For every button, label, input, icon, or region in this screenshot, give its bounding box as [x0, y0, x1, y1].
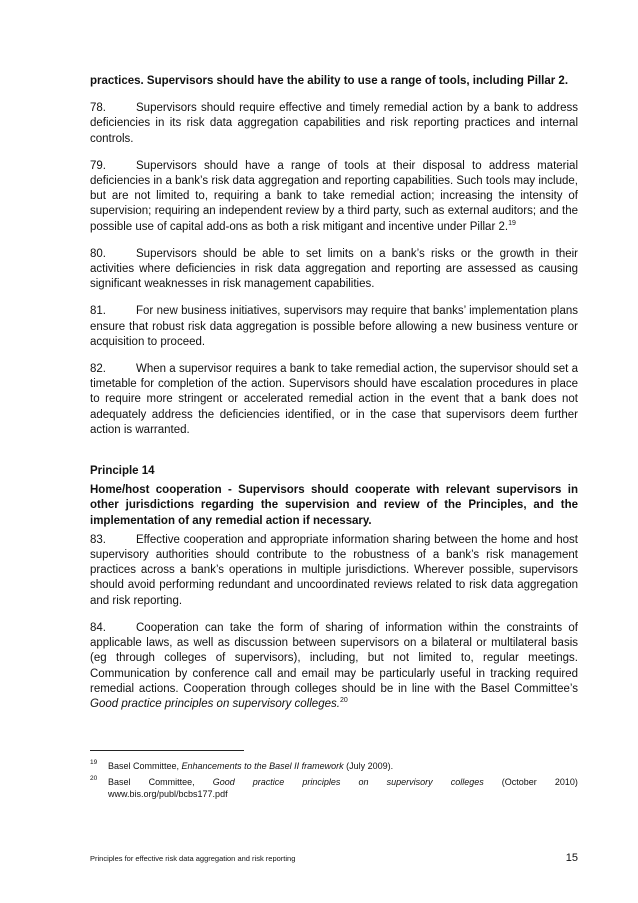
footnote-divider — [90, 750, 244, 751]
footnote-link[interactable]: www.bis.org/publ/bcbs177.pdf — [108, 789, 228, 799]
section-spacer — [90, 450, 578, 464]
principle-heading: Principle 14 — [90, 465, 155, 478]
paragraph-83 — [90, 533, 578, 609]
footnote-word: practice — [252, 777, 285, 787]
footnote-ref-20[interactable]: 20 — [339, 697, 348, 705]
paragraph-84 — [90, 621, 578, 712]
footnote-word: Basel — [108, 777, 131, 787]
paragraph-number: 80. — [90, 247, 106, 260]
footnote-number: 20 — [90, 775, 98, 782]
page-footer — [90, 852, 578, 864]
footnote-ref-19[interactable]: 19 — [508, 219, 516, 227]
paragraph-number: 81. — [90, 305, 106, 318]
paragraph-text: Supervisors should require effective and timely remedial action by a bank to address deficiencies in its risk data aggregation capabilities and risk reporting practices and internal controls. — [90, 102, 578, 145]
footnote-text-pre: Basel Committee, — [108, 761, 182, 771]
footnote-20 — [90, 776, 578, 800]
footnote-word: colleges — [450, 777, 484, 787]
footnote-word: 2010) — [554, 777, 578, 787]
footnote-word: (October — [501, 777, 537, 787]
footnotes — [90, 760, 578, 804]
paragraph-number: 84. — [90, 621, 106, 634]
footnote-word: principles — [302, 777, 341, 787]
principle-title: Home/host cooperation - Supervisors should cooperate with relevant supervisors in other jurisdictions regarding the supervision and review of the Principles, and the implementation of any remedial action if necessary. — [90, 484, 578, 527]
footnote-19 — [90, 760, 578, 772]
paragraph-78 — [90, 101, 578, 147]
paragraph-text: For new business initiatives, supervisors may require that banks’ implementation plans ensure that robust risk data aggregation is possible before allowing a new business venture or acquisition to proceed. — [90, 305, 578, 348]
paragraph-number: 83. — [90, 533, 106, 546]
paragraph-text: Supervisors should be able to set limits on a bank’s risks or the growth in their activities where deficiencies in risk data aggregation and reporting are assessed as causing significant weaknesses in risk management capabilities. — [90, 247, 578, 291]
footnote-word: Good — [212, 777, 235, 787]
page-body — [90, 74, 578, 724]
paragraph-81 — [90, 304, 578, 350]
paragraph-number: 79. — [90, 159, 106, 172]
footer-title: Principles for effective risk data aggregation and risk reporting — [90, 854, 296, 863]
page-number: 15 — [565, 852, 578, 864]
paragraph-text: Supervisors should have a range of tools at their disposal to address material deficiencies in a bank’s risk data aggregation and reporting capabilities. Such tools may include, but are not limited to, requiring a bank to take remedial action; increasing the intensity of supervision; requiring an independent review by a third party, such as external auditors; and the possible use of capital add-ons as both a risk mitigant and incentive under Pillar 2. — [90, 159, 578, 233]
footnote-text-post: (July 2009). — [343, 761, 394, 771]
paragraph-number: 82. — [90, 363, 106, 376]
paragraph-text: When a supervisor requires a bank to take remedial action, the supervisor should set a timetable for completion of the action. Supervisors should have escalation procedures in place to require more stringent or accelerated remedial action in the event that a bank does not adequately address the deficiencies identified, or in the case that supervisors deem further action is warranted. — [90, 363, 578, 436]
paragraph-text: Cooperation can take the form of sharing of information within the constraints of applicable laws, as well as discussion between supervisors on a bilateral or multilateral basis (eg through colleges of supervisors), including, but not limited to, regular meetings. Communication by conference call and email may be particularly useful in tracking required remedial actions. Cooperation through colleges should be in line with the Basel Committee’s — [90, 621, 578, 695]
footnote-line — [108, 776, 578, 788]
paragraph-text: Effective cooperation and appropriate information sharing between the home and host supervisory authorities should contribute to the robustness of a bank’s risk management practices across a bank’s operations in multiple jurisdictions. Wherever possible, supervisors should avoid performing redundant and uncoordinated reviews related to risk data aggregation and risk reporting. — [90, 533, 578, 607]
continuation-text: practices. Supervisors should have the ability to use a range of tools, including Pillar 2. — [90, 75, 569, 87]
paragraph-79 — [90, 159, 578, 235]
footnote-word: Committee, — [148, 777, 195, 787]
footnote-word: supervisory — [386, 777, 433, 787]
paragraph-82 — [90, 362, 578, 438]
paragraph-number: 78. — [90, 102, 106, 115]
paragraph-80 — [90, 247, 578, 293]
paragraph-italic-title: Good practice principles on supervisory colleges. — [90, 697, 340, 710]
footnote-italic-title: Enhancements to the Basel II framework — [181, 761, 344, 771]
footnote-number: 19 — [90, 759, 98, 766]
footnote-word: on — [358, 777, 369, 787]
